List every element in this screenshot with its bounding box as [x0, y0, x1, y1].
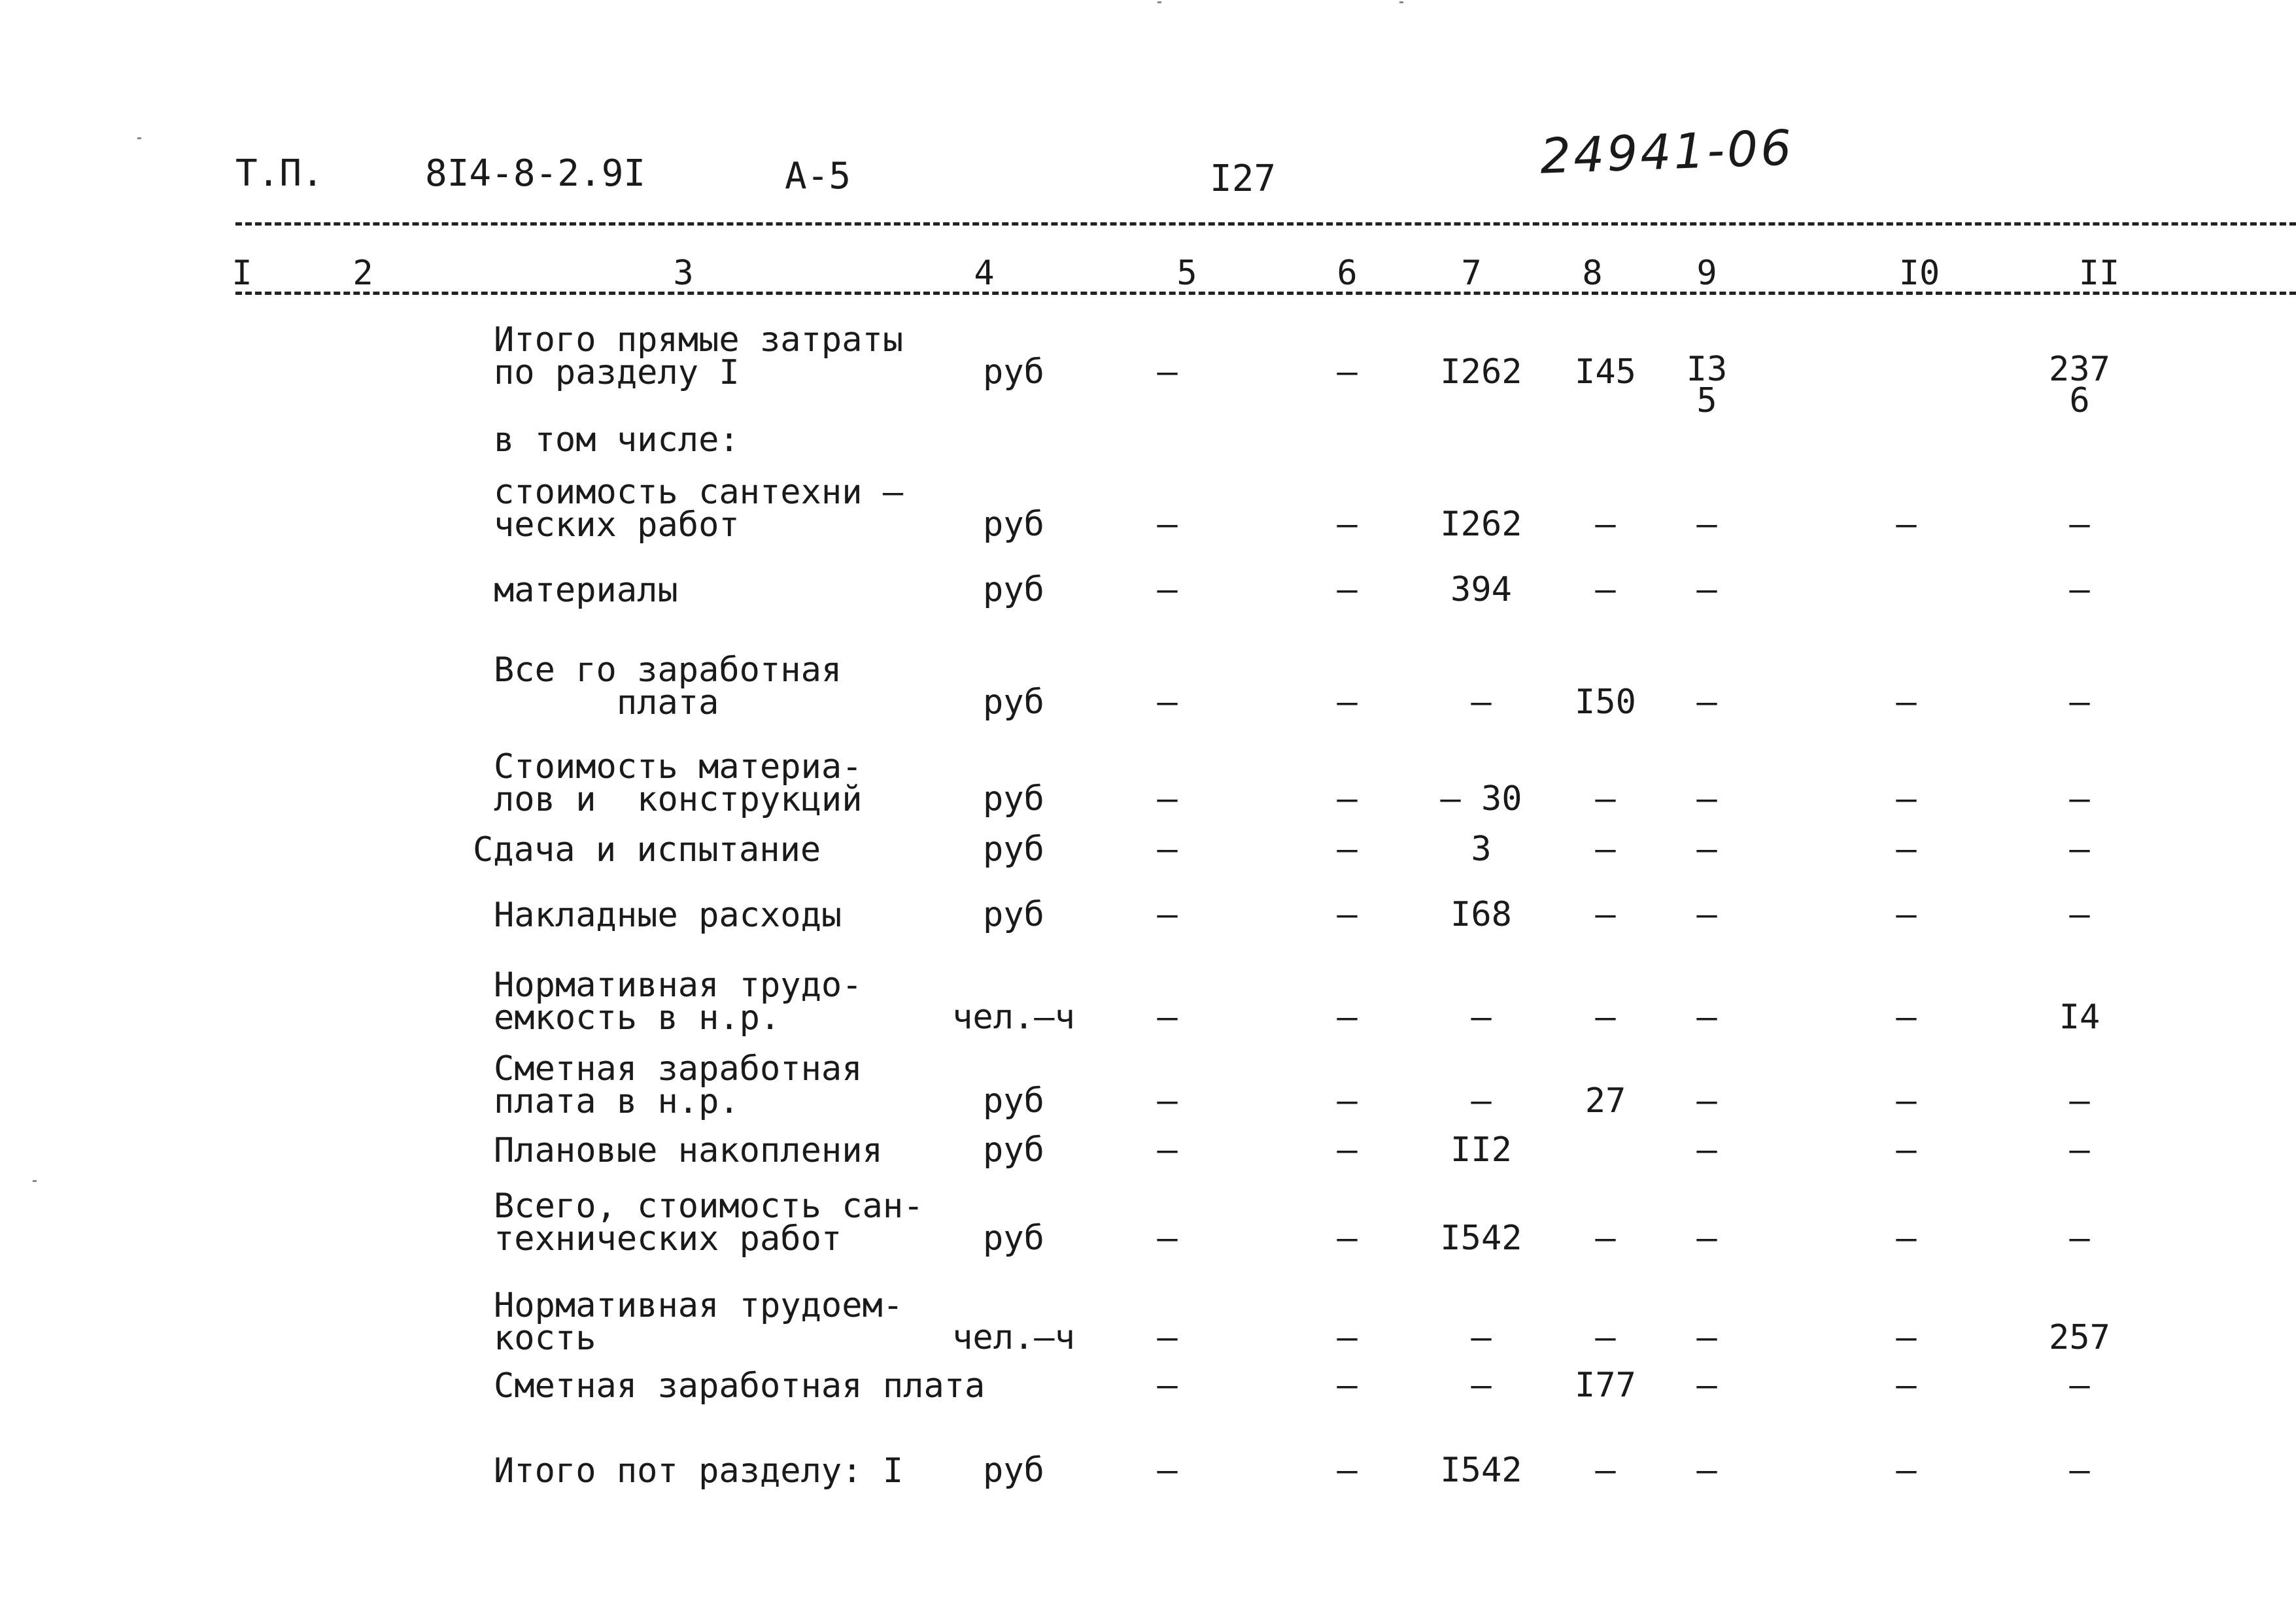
value-cell-col-10: –	[1896, 1130, 1917, 1170]
row-description	[494, 1286, 904, 1358]
value-cell-col-6: –	[1337, 830, 1358, 869]
value-cell-col-10: –	[1896, 895, 1917, 934]
column-number-9: 9	[1696, 254, 1717, 293]
row-description	[494, 320, 904, 392]
value-cell-col-5: –	[1157, 779, 1178, 819]
description-line: кость	[494, 1319, 596, 1358]
value-cell-col-9: –	[1696, 830, 1717, 869]
unit-cell: руб	[983, 683, 1044, 722]
value-cell-col-11: –	[2069, 570, 2090, 609]
value-cell-col-9: –	[1696, 895, 1717, 934]
description-line: плата в н.р.	[494, 1082, 740, 1121]
value-cell-col-8: –	[1595, 830, 1616, 869]
description-line: Стоимость материа-	[494, 747, 863, 787]
value-cell-col-6: –	[1337, 998, 1358, 1037]
value-cell-col-6: –	[1337, 505, 1358, 544]
column-numbers-rule	[235, 292, 2296, 295]
value-cell-col-9: –	[1696, 1318, 1717, 1357]
scan-speck	[1399, 1, 1403, 3]
value-cell-col-10: –	[1896, 1318, 1917, 1357]
value-cell-col-10: –	[1896, 779, 1917, 819]
value-cell-col-5: –	[1157, 1219, 1178, 1258]
description-line: Сметная заработная	[494, 1049, 863, 1089]
value-cell-col-6: –	[1337, 570, 1358, 609]
value-cell-col-8: I77	[1575, 1366, 1636, 1405]
value-cell-col-10: –	[1896, 998, 1917, 1037]
unit-cell: чел.–ч	[952, 1318, 1075, 1357]
unit-cell: руб	[983, 1219, 1044, 1258]
value-cell-col-11: I4	[2059, 998, 2100, 1037]
value-cell-col-6: –	[1337, 1219, 1358, 1258]
value-cell-col-6: –	[1337, 895, 1358, 934]
value-cell-col-11: –	[2069, 1081, 2090, 1121]
value-cell-col-7: 394	[1450, 570, 1512, 609]
value-part: 237	[2049, 350, 2110, 389]
value-cell-col-6: –	[1337, 1318, 1358, 1357]
value-cell-col-8: 27	[1585, 1081, 1626, 1121]
column-number-8: 8	[1582, 254, 1603, 293]
description-line: Сметная заработная плата	[494, 1366, 985, 1406]
column-number-3: 3	[673, 254, 694, 293]
value-cell-col-11: –	[2069, 505, 2090, 544]
value-cell-col-10: –	[1896, 505, 1917, 544]
handwritten-archive-number: 24941-06	[1539, 120, 1795, 185]
description-line: Накладные расходы	[494, 896, 842, 935]
value-cell-col-9: –	[1696, 1130, 1717, 1170]
description-line: лов и конструкций	[494, 780, 863, 819]
value-cell-col-10: –	[1896, 683, 1917, 722]
value-cell-col-9: –	[1696, 505, 1717, 544]
description-line: по разделу I	[494, 353, 740, 392]
unit-cell: руб	[983, 779, 1044, 819]
value-cell-col-9: –	[1696, 1451, 1717, 1490]
scan-speck	[137, 137, 141, 139]
doc-type-label: Т.П.	[235, 152, 324, 195]
value-cell-col-8: –	[1595, 1219, 1616, 1258]
value-cell-col-7: – 30	[1440, 779, 1522, 819]
column-number-4: 4	[974, 254, 995, 293]
description-line: Всего, стоимость сан-	[494, 1187, 924, 1226]
unit-cell: руб	[983, 830, 1044, 869]
value-cell-col-7: –	[1471, 998, 1492, 1037]
description-line: в том числе:	[494, 420, 740, 460]
value-cell-col-9: –	[1696, 683, 1717, 722]
value-cell-col-5: –	[1157, 1081, 1178, 1121]
unit-cell: руб	[983, 895, 1044, 934]
description-line: технических работ	[494, 1219, 842, 1259]
value-cell-col-5: –	[1157, 505, 1178, 544]
value-cell-col-8: I50	[1575, 683, 1636, 722]
value-cell-col-11: –	[2069, 683, 2090, 722]
value-cell-col-8: –	[1595, 1318, 1616, 1357]
row-description	[494, 1049, 863, 1121]
row-description	[494, 1187, 924, 1259]
value-cell-col-9: –	[1696, 998, 1717, 1037]
value-cell-col-6: –	[1337, 1081, 1358, 1121]
row-description	[494, 1451, 904, 1491]
album-code: А-5	[785, 155, 851, 197]
value-cell-col-7: –	[1471, 1081, 1492, 1121]
value-cell-col-5: –	[1157, 1451, 1178, 1490]
value-cell-col-5: –	[1157, 998, 1178, 1037]
scan-speck	[33, 1180, 37, 1182]
value-cell-col-9: –	[1696, 1081, 1717, 1121]
value-cell-col-5: –	[1157, 1366, 1178, 1405]
value-cell-col-7: 3	[1471, 830, 1492, 869]
unit-cell: руб	[983, 1451, 1044, 1490]
row-description	[494, 1131, 883, 1170]
value-cell-col-5: –	[1157, 895, 1178, 934]
column-number-10: I0	[1898, 254, 1940, 293]
description-line: Нормативная трудоем-	[494, 1286, 904, 1325]
value-cell-col-8: –	[1595, 895, 1616, 934]
row-description	[494, 1366, 985, 1406]
row-description	[494, 966, 863, 1038]
value-cell-col-6: –	[1337, 779, 1358, 819]
column-number-2: 2	[352, 254, 373, 293]
unit-cell: руб	[983, 1081, 1044, 1121]
scan-speck	[1157, 1, 1161, 3]
column-number-7: 7	[1461, 254, 1482, 293]
value-cell-col-10: –	[1896, 830, 1917, 869]
row-description	[494, 420, 740, 460]
description-line: Нормативная трудо-	[494, 966, 863, 1005]
row-description	[494, 571, 678, 610]
unit-cell: руб	[983, 505, 1044, 544]
value-cell-col-11: –	[2069, 830, 2090, 869]
description-line: Итого пот разделу: I	[494, 1451, 904, 1491]
value-cell-col-11	[2008, 350, 2151, 420]
value-cell-col-7: I262	[1440, 505, 1522, 544]
value-cell-col-5: –	[1157, 1318, 1178, 1357]
value-cell-col-10: –	[1896, 1081, 1917, 1121]
value-cell-col-11: –	[2069, 1219, 2090, 1258]
project-code: 8I4-8-2.9I	[425, 152, 646, 195]
value-part: 6	[2069, 381, 2090, 420]
description-line: ческих работ	[494, 505, 740, 545]
value-cell-col-6: –	[1337, 352, 1358, 392]
value-cell-col-6: –	[1337, 683, 1358, 722]
value-cell-col-7: –	[1471, 1366, 1492, 1405]
column-number-5: 5	[1176, 254, 1197, 293]
value-cell-col-10: –	[1896, 1451, 1917, 1490]
value-cell-col-8: –	[1595, 505, 1616, 544]
value-cell-col-7: –	[1471, 1318, 1492, 1357]
description-line: материалы	[494, 571, 678, 610]
description-line: Сдача и испытание	[473, 830, 821, 870]
value-cell-col-5: –	[1157, 1130, 1178, 1170]
value-cell-col-9: –	[1696, 1219, 1717, 1258]
column-number-1: I	[231, 254, 252, 293]
value-cell-col-5: –	[1157, 352, 1178, 392]
value-cell-col-11: 257	[2049, 1318, 2110, 1357]
value-cell-col-6: –	[1337, 1130, 1358, 1170]
value-cell-col-7: I542	[1440, 1451, 1522, 1490]
value-cell-col-11: –	[2069, 1366, 2090, 1405]
column-number-6: 6	[1337, 254, 1358, 293]
value-cell-col-5: –	[1157, 570, 1178, 609]
page-number: I27	[1210, 158, 1277, 200]
value-cell-col-7: –	[1471, 683, 1492, 722]
description-line: Все го заработная	[494, 651, 842, 690]
value-cell-col-5: –	[1157, 830, 1178, 869]
description-line: плата	[494, 683, 719, 722]
value-part: 5	[1696, 381, 1717, 420]
value-cell-col-9: –	[1696, 1366, 1717, 1405]
description-line: Плановые накопления	[494, 1131, 883, 1170]
value-cell-col-6: –	[1337, 1366, 1358, 1405]
value-cell-col-9	[1635, 350, 1779, 420]
value-cell-col-8: I45	[1575, 352, 1636, 392]
row-description	[494, 651, 842, 722]
value-cell-col-7: I262	[1440, 352, 1522, 392]
description-line: емкость в н.р.	[494, 998, 781, 1038]
value-cell-col-8: –	[1595, 1451, 1616, 1490]
value-cell-col-9: –	[1696, 570, 1717, 609]
column-number-11: II	[2078, 254, 2120, 293]
row-description	[494, 747, 863, 819]
value-cell-col-6: –	[1337, 1451, 1358, 1490]
value-cell-col-8: –	[1595, 779, 1616, 819]
unit-cell: руб	[983, 352, 1044, 392]
value-cell-col-7: I542	[1440, 1219, 1522, 1258]
value-cell-col-11: –	[2069, 1130, 2090, 1170]
value-cell-col-11: –	[2069, 779, 2090, 819]
unit-cell: чел.–ч	[952, 998, 1075, 1037]
header-rule	[235, 222, 2296, 226]
value-part: I3	[1686, 350, 1728, 389]
value-cell-col-7: I68	[1450, 895, 1512, 934]
value-cell-col-10: –	[1896, 1219, 1917, 1258]
description-line: стоимость сантехни –	[494, 473, 904, 512]
value-cell-col-5: –	[1157, 683, 1178, 722]
value-cell-col-7: II2	[1450, 1130, 1512, 1170]
value-cell-col-11: –	[2069, 895, 2090, 934]
value-cell-col-10: –	[1896, 1366, 1917, 1405]
value-cell-col-8: –	[1595, 570, 1616, 609]
row-description	[494, 896, 842, 935]
value-cell-col-8: –	[1595, 998, 1616, 1037]
description-line: Итого прямые затраты	[494, 320, 904, 360]
value-cell-col-11: –	[2069, 1451, 2090, 1490]
unit-cell: руб	[983, 1130, 1044, 1170]
row-description	[473, 830, 821, 870]
unit-cell: руб	[983, 570, 1044, 609]
value-cell-col-9: –	[1696, 779, 1717, 819]
row-description	[494, 473, 904, 545]
